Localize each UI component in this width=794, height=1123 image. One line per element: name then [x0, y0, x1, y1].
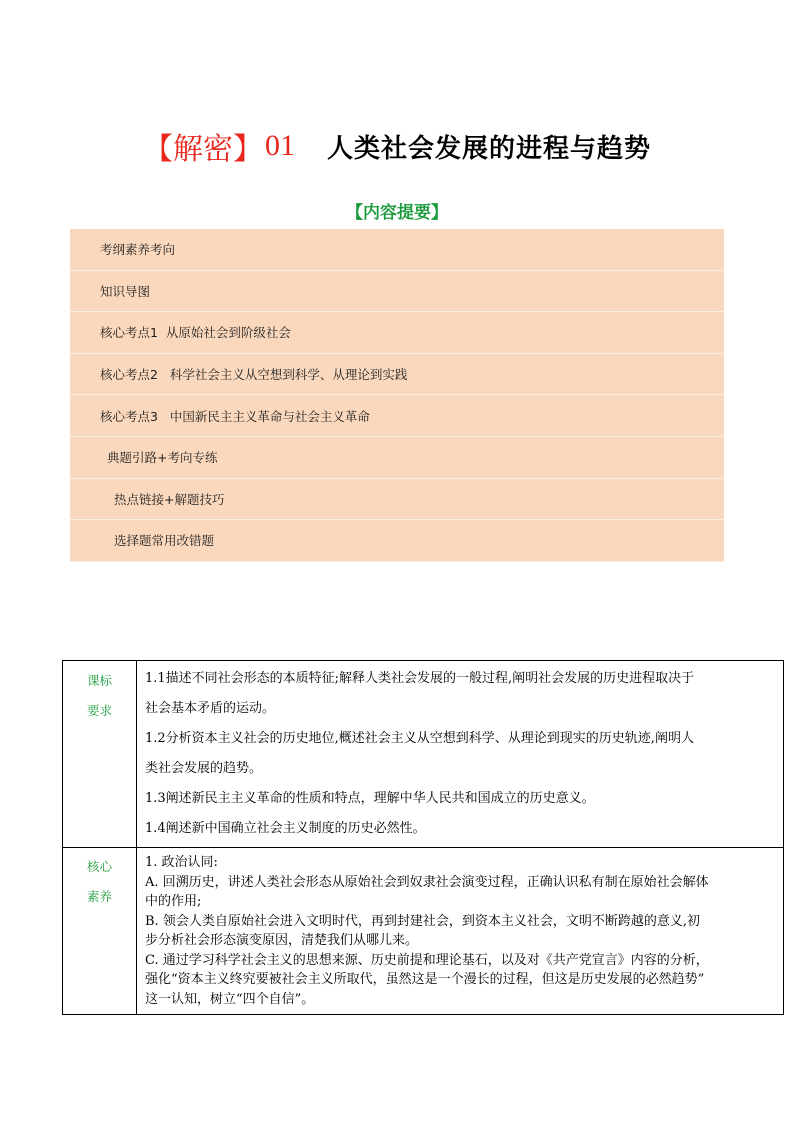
outline-item-label: 选择题常用改错题: [114, 533, 215, 549]
outline-item[interactable]: [70, 312, 724, 354]
standards-line: 类社会发展的趋势。: [145, 761, 263, 776]
standards-line: 1.2分析资本主义社会的历史地位,概述社会主义从空想到科学、从理论到现实的历史轨迹,阐明人: [145, 731, 694, 746]
literacy-line: 1. 政治认同:: [145, 855, 218, 870]
literacy-row: [63, 848, 783, 1014]
title-number: 01: [264, 129, 295, 162]
literacy-line: 中的作用;: [145, 894, 202, 909]
outline-item[interactable]: [70, 271, 724, 313]
outline-item-label: 典题引路+考向专练: [107, 450, 218, 466]
outline-item[interactable]: [70, 479, 724, 521]
outline-item-label: 核心考点1 从原始社会到阶级社会: [100, 325, 291, 341]
standards-label: 课标 要求: [63, 661, 137, 847]
standards-row: [63, 661, 783, 848]
outline-item-label: 知识导图: [100, 283, 151, 299]
literacy-content: [145, 853, 777, 1009]
literacy-line: 这一认知，树立“四个自信”。: [145, 991, 315, 1007]
outline-item[interactable]: [70, 520, 724, 562]
outline-item[interactable]: [70, 395, 724, 437]
requirements-table: [62, 660, 784, 1015]
literacy-line: A. 回溯历史，讲述人类社会形态从原始社会到奴隶社会演变过程，正确认识私有制在原始社会解体: [145, 874, 709, 890]
literacy-line: 步分析社会形态演变原因，清楚我们从哪儿来。: [145, 933, 419, 948]
standards-line: 1.4阐述新中国确立社会主义制度的历史必然性。: [145, 821, 426, 836]
outline-item[interactable]: [70, 437, 724, 479]
title-tag: 【解密】: [142, 133, 263, 166]
standards-content: [145, 664, 777, 844]
outline-item-label: 核心考点3 中国新民主主义革命与社会主义革命: [100, 408, 370, 424]
section-subtitle: 【内容提要】: [346, 203, 448, 223]
outline-item-label: 核心考点2 科学社会主义从空想到科学、从理论到实践: [100, 367, 408, 383]
outline-item[interactable]: [70, 229, 724, 271]
standards-line: 社会基本矛盾的运动。: [145, 701, 276, 716]
outline-item[interactable]: [70, 354, 724, 396]
literacy-line: B. 领会人类自原始社会进入文明时代，再到封建社会，到资本主义社会，文明不断跨越的意义,初: [145, 913, 700, 929]
document-title: [0, 126, 794, 166]
outline-item-label: 热点链接+解题技巧: [114, 491, 225, 507]
contents-outline: [70, 229, 724, 562]
outline-item-label: 考纲素养考向: [100, 242, 176, 258]
standards-line: 1.3阐述新民主主义革命的性质和特点，理解中华人民共和国成立的历史意义。: [145, 791, 595, 806]
literacy-line: C. 通过学习科学社会主义的思想来源、历史前提和理论基石，以及对《共产党宣言》内容的分析，: [145, 952, 709, 968]
literacy-line: 强化“资本主义终究要被社会主义所取代，虽然这是一个漫长的过程，但这是历史发展的必然趋势”: [145, 972, 705, 987]
literacy-label: 核心 素养: [63, 848, 137, 1014]
standards-line: 1.1描述不同社会形态的本质特征;解释人类社会发展的一般过程,阐明社会发展的历史进程取决于: [145, 671, 695, 686]
title-text: 人类社会发展的进程与趋势: [326, 133, 651, 164]
